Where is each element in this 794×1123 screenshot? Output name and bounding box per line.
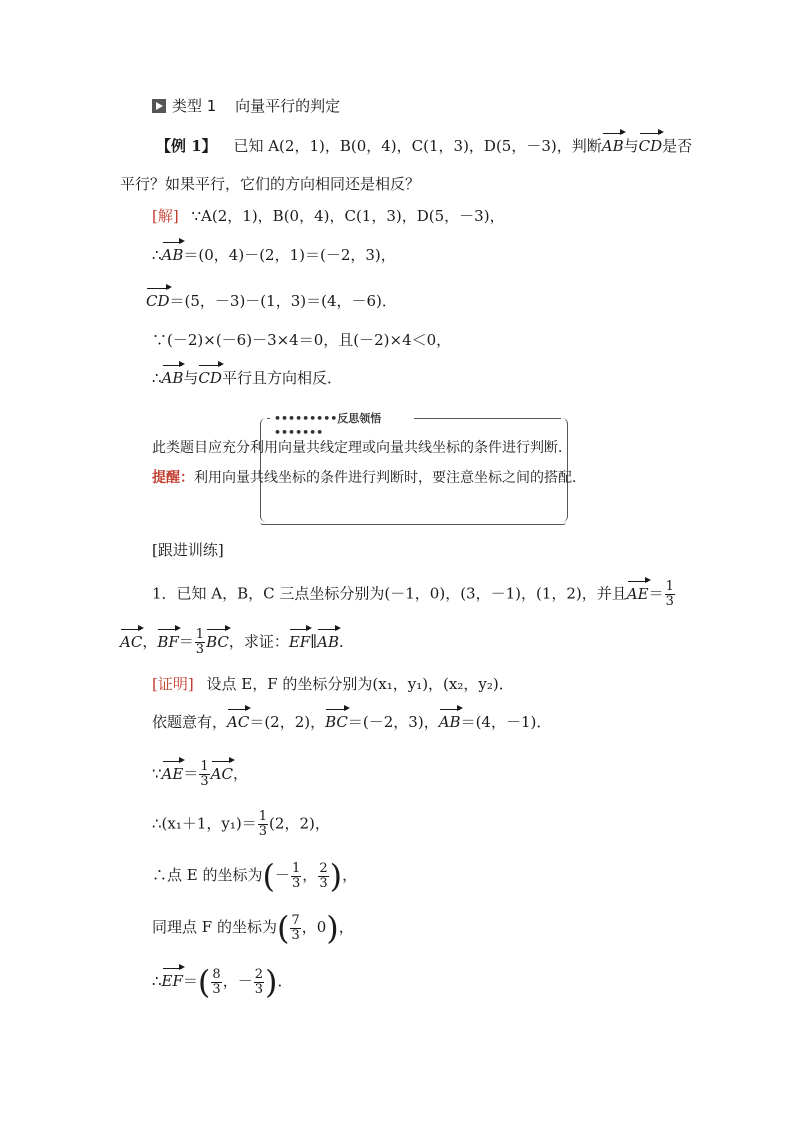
fraction-seven-thirds: $\frac{7}{3}$ <box>291 912 300 943</box>
fraction-two-thirds: $\frac{2}{3}$ <box>254 966 263 997</box>
example-line-1: 【例 1】 已知 A(2，1)，B(0，4)，C(1，3)，D(5，－3)，判断AB与CD是否 <box>156 137 693 155</box>
fraction-one-third: $\frac{1}{3}$ <box>195 627 205 657</box>
proof-known: 依题意有，AC＝(2，2)，BC＝(－2，3)，AB＝(4，－1)． <box>152 713 552 731</box>
proof-setup: [证明] 设点 E，F 的坐标分别为(x₁，y₁)，(x₂，y₂)． <box>152 675 514 693</box>
practice-heading: [跟进训练] <box>152 541 224 559</box>
fraction-one-third: $\frac{1}{3}$ <box>292 860 301 891</box>
fraction-one-third: $\frac{1}{3}$ <box>665 579 674 609</box>
proof-step-ef: ∴EF＝( $\frac{8}{3}$ ，－ $\frac{2}{3}$ )． <box>152 963 293 1001</box>
reflection-tip: 提醒：利用向量共线坐标的条件进行判断时，要注意坐标之间的搭配． <box>152 470 586 486</box>
example-line-2: 平行？如果平行，它们的方向相同还是相反？ <box>120 175 421 193</box>
question-1-line-1: 1．已知 A，B，C 三点坐标分别为(－1，0)，(3，－1)，(1，2)，并且AE＝ $\frac{1}{3}$ <box>152 579 674 609</box>
solution-given: [解] ∵A(2，1)，B(0，4)，C(1，3)，D(5，－3)， <box>152 207 505 225</box>
reflection-text: 此类题目应充分利用向量共线定理或向量共线坐标的条件进行判断． <box>152 440 572 456</box>
proof-step-f: 同理点 F 的坐标为( $\frac{7}{3}$ ，0)， <box>152 909 354 947</box>
proof-step-1: ∵AE＝ $\frac{1}{3}$ AC， <box>152 759 248 789</box>
type-heading: 类型 1 向量平行的判定 <box>152 96 340 116</box>
solution-cd: CD＝(5，－3)－(1，3)＝(4，－6)． <box>146 292 397 310</box>
solution-ab: ∴AB＝(0，4)－(2，1)＝(－2，3)， <box>152 246 396 264</box>
proof-step-2: ∴(x₁＋1，y₁)＝ $\frac{1}{3}$ (2，2)， <box>152 809 330 839</box>
fraction-eight-thirds: $\frac{8}{3}$ <box>212 966 221 997</box>
reflection-box-bottom <box>260 522 566 525</box>
fraction-one-third: $\frac{1}{3}$ <box>200 759 209 789</box>
fraction-two-thirds: $\frac{2}{3}$ <box>319 860 328 891</box>
play-triangle-icon <box>152 99 166 113</box>
solution-conclusion: ∴AB与CD平行且方向相反． <box>152 369 342 387</box>
solution-cross: ∵(－2)×(－6)－3×4＝0，且(－2)×4＜0， <box>152 331 452 349</box>
reflection-title: •••••••••反思领悟••••••• <box>270 410 414 426</box>
proof-step-e: ∴点 E 的坐标为(－ $\frac{1}{3}$ ， $\frac{2}{3}$ )， <box>152 857 358 895</box>
question-1-line-2: AC，BF＝ $\frac{1}{3}$ BC，求证：EF∥AB． <box>120 627 355 657</box>
fraction-one-third: $\frac{1}{3}$ <box>258 809 268 839</box>
